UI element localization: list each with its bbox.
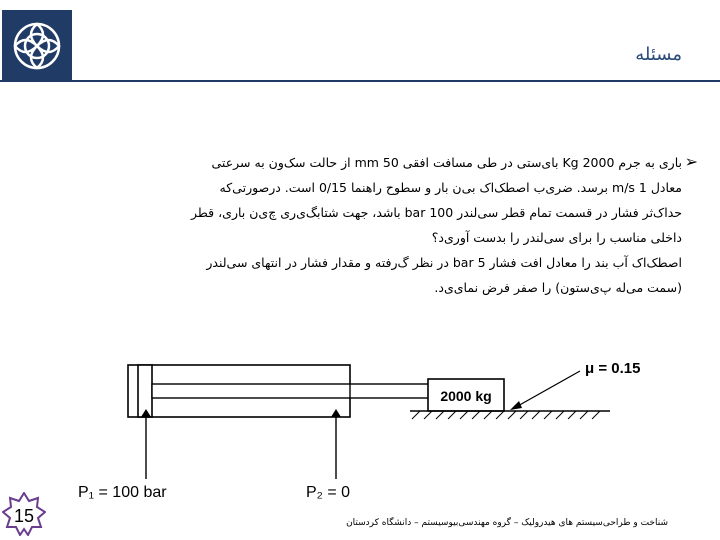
university-logo xyxy=(2,10,72,82)
footer-text: شناخت و طراحی‌سیستم های هیدرولیک – گروه مهندسی‌بیوسیستم – دانشگاه کردستان xyxy=(346,518,668,528)
p2-label: P₂ = 0 xyxy=(306,484,351,501)
friction-leader xyxy=(516,371,580,407)
page-number: 15 xyxy=(13,506,35,526)
star-badge-icon xyxy=(2,492,46,536)
title-divider xyxy=(0,80,720,82)
problem-line: معادل m/s 1 برسد. ضری‌ب اصطک‌اک بی‌ن بار و سطوح راهنما 0/15 است. درصورتی‌که xyxy=(219,180,682,195)
problem-line: حداک‌ثر فشار در قسمت تمام قطر سی‌لندر bar 100 باشد، جهت شتابگ‌ی‌ری چ‌ی‌ن باری، قطر xyxy=(191,205,682,220)
problem-line: (سمت می‌له پ‌ی‌ستون) را صفر فرض نمای‌ی‌د. xyxy=(434,280,682,295)
piston-rod xyxy=(152,384,430,398)
slide-title: مسئله xyxy=(635,44,682,65)
arrow-bullet-icon: ➢ xyxy=(684,152,698,171)
p1-label: P₁ = 100 bar xyxy=(78,484,167,501)
piston xyxy=(138,365,152,417)
friction-coefficient-label: μ = 0.15 xyxy=(585,360,641,377)
mass-label: 2000 kg xyxy=(440,388,492,404)
problem-text xyxy=(48,150,682,300)
page-number-badge xyxy=(2,492,46,536)
problem-line: داخلی مناسب را برای سی‌لندر را بدست آوری‌د؟ xyxy=(431,230,682,245)
problem-line: باری به جرم 2000 Kg بای‌ستی در طی مسافت افقی 50 mm از حالت سک‌ون به سرعتی xyxy=(211,155,682,170)
logo-emblem-icon xyxy=(2,10,72,82)
cylinder-diagram xyxy=(70,355,670,515)
problem-line: اصطک‌اک آب بند را معادل افت فشار bar 5 در نظر گ‌رفته و مقدار فشار در انتهای سی‌لندر xyxy=(206,255,682,270)
